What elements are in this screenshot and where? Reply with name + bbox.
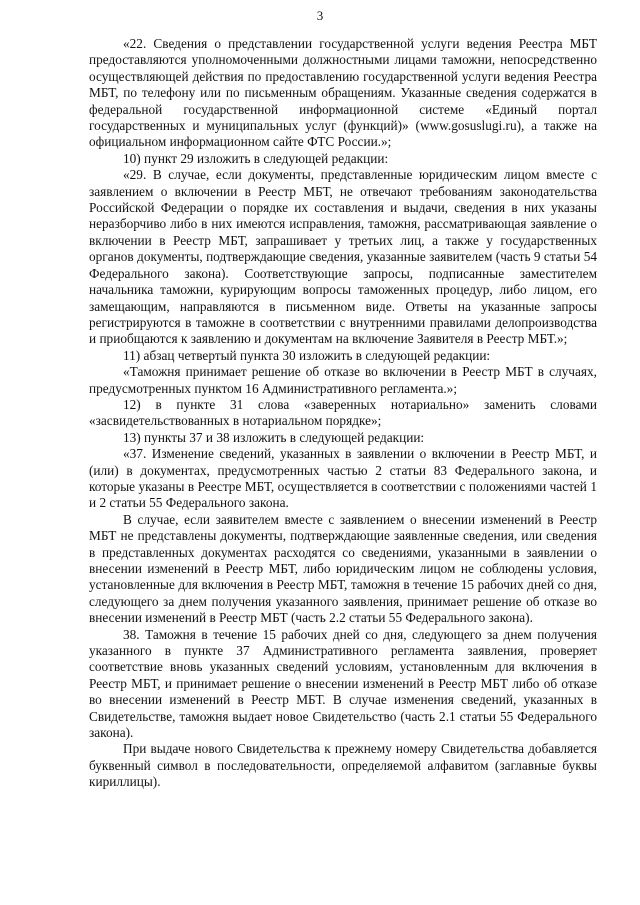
paragraph-item-22: «22. Сведения о представлении государственной услуги ведения Реестра МБТ предоставляются уполномоченными должностными лицами таможни, непосредственно осуществляющей действия по предоставлению государственной услуги ведения Реестра МБТ, по телефону или по письменным обращениям. Указанные сведения содержатся в федеральной государственной информационной системе «Единый портал государственных и муниципальных услуг (функций)» (www.gosuslugi.ru), а также на официальном информационном сайте ФТС России.»; — [89, 36, 597, 150]
paragraph-item-37: «37. Изменение сведений, указанных в заявлении о включении в Реестр МБТ, и (или) в документах, предусмотренных частью 2 статьи 83 Федерального закона, и которые указаны в Реестре МБТ, осуществляется в соответствии с положениями частей 1 и 2 статьи 55 Федерального закона. — [89, 446, 597, 511]
page-number: 3 — [316, 8, 324, 23]
amendment-item-12: 12) в пункте 31 слова «заверенных нотариально» заменить словами «засвидетельствованных в нотариальном порядке»; — [89, 396, 597, 429]
paragraph-item-38: 38. Таможня в течение 15 рабочих дней со дня, следующего за днем получения указанного в пункте 37 Административного регламента заявления, проверяет соответствие вновь указанных сведений условиям, установленным для включения в Реестр МБТ, и принимает решение о внесении изменений в Реестр МБТ либо об отказе во внесении изменений в Реестр МБТ. В случае изменения сведений, указанных в Свидетельстве, таможня выдает новое Свидетельство (часть 2.1 статьи 55 Федерального закона). — [89, 626, 597, 741]
paragraph-item-38-second: При выдаче нового Свидетельства к прежнему номеру Свидетельства добавляется буквенный символ в последовательности, определяемой алфавитом (заглавные буквы кириллицы). — [89, 741, 597, 790]
amendment-item-13: 13) пункты 37 и 38 изложить в следующей редакции: — [123, 429, 425, 445]
amendment-item-10: 10) пункт 29 изложить в следующей редакции: — [123, 150, 389, 166]
paragraph-item-29: «29. В случае, если документы, представленные юридическим лицом вместе с заявлением о включении в Реестр МБТ, не отвечают требованиям законодательства Российской Федерации о порядке их составления и выдачи, сведения в них указаны неразборчиво либо в них имеются исправления, таможня, рассматривающая заявление о включении в Реестр МБТ, запрашивает у третьих лиц, а также у государственных органов документы, подтверждающие сведения, указанные заявителем (часть 9 статьи 54 Федерального закона). Соответствующие запросы, подписанные заместителем начальника таможни, курирующим вопросы таможенных процедур, либо лицом, его замещающим, направляются в письменном виде. Ответы на указанные запросы регистрируются в таможне в соответствии с внутренними правилами делопроизводства и приобщаются к заявлению и документам на включение Заявителя в Реестр МБТ.»; — [89, 167, 597, 347]
paragraph-item-37-second: В случае, если заявителем вместе с заявлением о внесении изменений в Реестр МБТ не представлены документы, подтверждающие заявленные сведения, или сведения в представленных документах расходятся со сведениями, указанными в заявлении о внесении изменений в Реестр МБТ, либо юридическим лицом не соблюдены условия, установленные для включения в Реестр МБТ, таможня в течение 15 рабочих дней со дня, следующего за днем получения указанного заявления, принимает решение об отказе во внесении изменений в Реестр МБТ (часть 2.2 статьи 55 Федерального закона). — [89, 511, 597, 626]
document-body — [89, 36, 597, 791]
amendment-item-11: 11) абзац четвертый пункта 30 изложить в следующей редакции: — [123, 347, 491, 363]
paragraph-item-30-text: «Таможня принимает решение об отказе во включении в Реестр МБТ в случаях, предусмотренных пунктом 16 Административного регламента.»; — [89, 364, 597, 396]
